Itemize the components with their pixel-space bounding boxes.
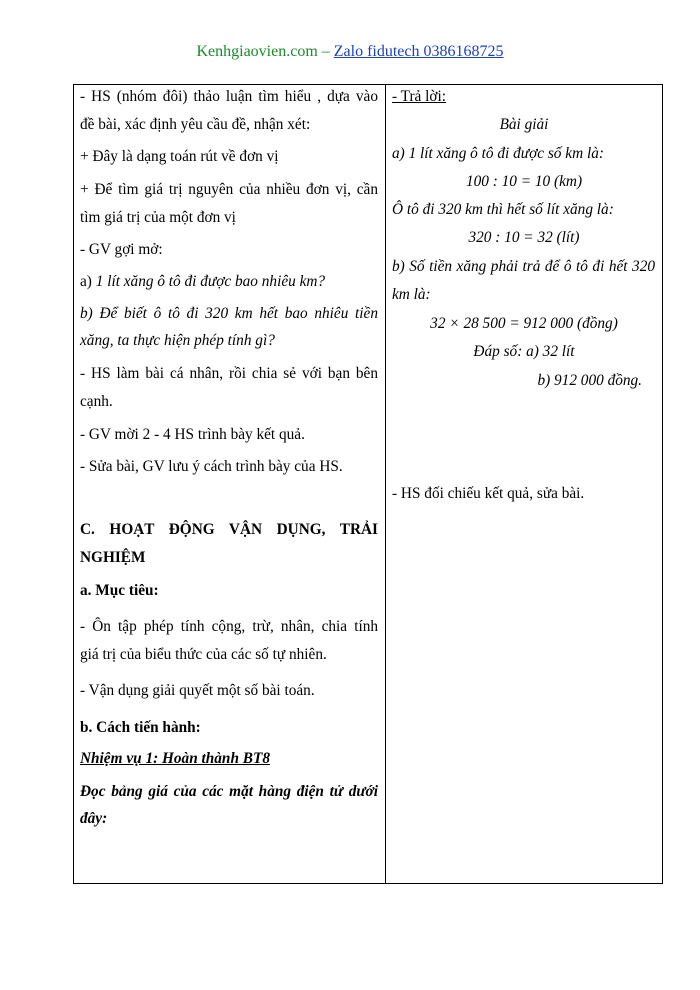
text-line: - HS làm bài cá nhân, rồi chia sẻ với bạn bên: [80, 365, 378, 382]
answer-label: - Trả lời:: [392, 88, 446, 105]
page-header: [0, 43, 700, 61]
question-b-line2: xăng, ta thực hiện phép tính gì?: [80, 332, 275, 349]
calculation: 320 : 10 = 32 (lít): [468, 229, 580, 246]
text-line: - Sửa bài, GV lưu ý cách trình bày của HS.: [80, 458, 343, 475]
question-b-line1: b) Để biết ô tô đi 320 km hết bao nhiêu tiền: [80, 305, 378, 322]
text-line: đề bài, xác định yêu cầu đề, nhận xét:: [80, 116, 311, 133]
calculation: 100 : 10 = 10 (km): [465, 173, 583, 190]
student-column: [386, 85, 663, 884]
final-answer-b: b) 912 000 đồng.: [537, 372, 642, 389]
text-line: giá trị của biểu thức của các số tự nhiên.: [80, 646, 327, 663]
task-1-instruction: Đọc bảng giá của các mặt hàng điện tử dưới: [80, 783, 378, 800]
text-line: tìm giá trị của một đơn vị: [80, 209, 236, 226]
text-line: - HS đối chiếu kết quả, sửa bài.: [392, 485, 585, 502]
header-separator: –: [317, 43, 334, 60]
text-line: - GV mời 2 - 4 HS trình bày kết quả.: [80, 426, 305, 443]
objective-heading: a. Mục tiêu:: [80, 582, 159, 599]
solution-line: b) Số tiền xăng phải trả để ô tô đi hết 320: [392, 258, 655, 275]
solution-line: Ô tô đi 320 km thì hết số lít xăng là:: [392, 201, 614, 218]
teacher-column: [74, 85, 386, 884]
zalo-link[interactable]: Zalo fidutech 0386168725: [333, 43, 504, 60]
calculation: 32 × 28 500 = 912 000 (đồng): [430, 315, 618, 332]
section-c-title-cont: NGHIỆM: [80, 549, 146, 566]
question-a: [80, 272, 378, 292]
section-c-title: C. HOẠT ĐỘNG VẬN DỤNG, TRẢI: [80, 521, 378, 538]
solution-line: a) 1 lít xăng ô tô đi được số km là:: [392, 145, 604, 162]
text-line: - Vận dụng giải quyết một số bài toán.: [80, 682, 315, 699]
text-line: + Để tìm giá trị nguyên của nhiều đơn vị, cần: [80, 181, 378, 198]
site-name[interactable]: Kenhgiaovien.com: [196, 43, 318, 60]
solution-line: km là:: [392, 286, 431, 303]
text-line: + Đây là dạng toán rút về đơn vị: [80, 148, 279, 165]
procedure-heading: b. Cách tiến hành:: [80, 719, 201, 736]
text-line: - HS (nhóm đôi) thảo luận tìm hiểu , dựa vào: [80, 88, 378, 105]
final-answer: Đáp số: a) 32 lít: [473, 343, 575, 360]
text-line: - GV gợi mở:: [80, 241, 163, 258]
question-a-label: a): [80, 273, 96, 290]
question-a-text: 1 lít xăng ô tô đi được bao nhiêu km?: [95, 273, 326, 290]
task-1-instruction-cont: đây:: [80, 810, 108, 827]
lesson-table: [73, 84, 663, 884]
text-line: cạnh.: [80, 393, 113, 410]
text-line: - Ôn tập phép tính cộng, trừ, nhân, chia tính: [80, 618, 378, 635]
solution-title: Bài giải: [499, 116, 549, 133]
task-1-heading: Nhiệm vụ 1: Hoàn thành BT8: [80, 750, 270, 767]
